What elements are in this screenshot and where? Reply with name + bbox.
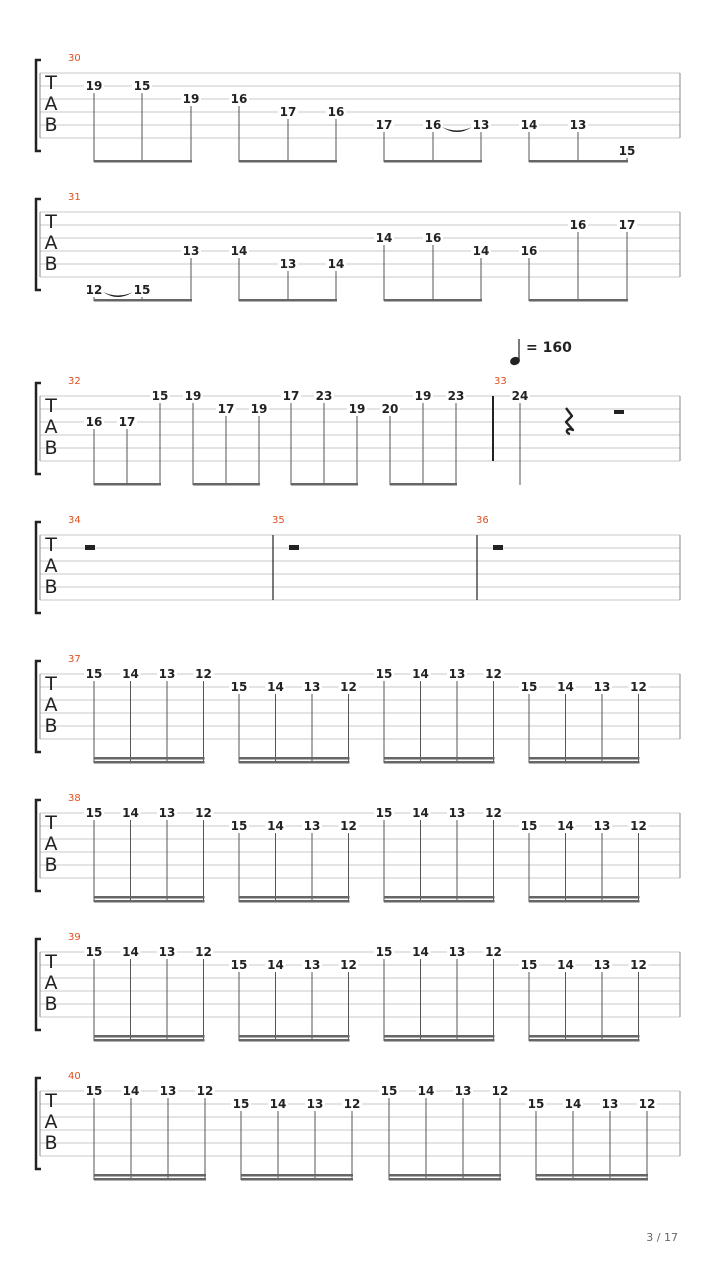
fret-number: 17	[217, 402, 235, 416]
fret-number: 13	[158, 945, 176, 959]
beam	[94, 1035, 205, 1038]
fret-number: 15	[85, 806, 103, 820]
fret-number: 16	[327, 105, 345, 119]
fret-number: 14	[564, 1097, 582, 1111]
page-number: 3 / 17	[646, 1231, 678, 1244]
fret-number: 15	[520, 819, 538, 833]
fret-number: 24	[511, 389, 529, 403]
fret-number: 15	[133, 79, 151, 93]
tab-clef-letter: A	[44, 555, 58, 577]
tab-clef-letter: T	[45, 211, 57, 233]
tab-clef-letter: T	[45, 1090, 57, 1112]
beam	[384, 299, 482, 302]
fret-number: 14	[267, 680, 284, 694]
fret-number: 12	[491, 1084, 509, 1098]
whole-rest-icon	[85, 545, 95, 550]
beam	[529, 896, 640, 899]
fret-number: 16	[230, 92, 248, 106]
tie-slur	[103, 292, 133, 297]
fret-number: 12	[630, 958, 647, 972]
fret-number: 12	[630, 680, 647, 694]
fret-number: 15	[520, 680, 538, 694]
measure-number: 38	[68, 793, 81, 804]
fret-number: 13	[159, 1084, 177, 1098]
fret-number: 12	[85, 283, 103, 297]
beam	[536, 1178, 648, 1181]
fret-number: 15	[375, 806, 393, 820]
tempo-marking: = 160	[526, 340, 572, 356]
beam	[384, 896, 495, 899]
tab-clef-letter: A	[44, 232, 58, 254]
fret-number: 15	[230, 680, 248, 694]
fret-number: 13	[601, 1097, 619, 1111]
fret-number: 14	[122, 1084, 140, 1098]
fret-number: 12	[343, 1097, 361, 1111]
tie-slur	[442, 127, 472, 132]
beam	[239, 761, 350, 764]
tab-clef-letter: A	[44, 93, 58, 115]
fret-number: 19	[348, 402, 366, 416]
fret-number: 14	[520, 118, 538, 132]
beam	[390, 483, 457, 486]
fret-number: 12	[630, 819, 647, 833]
beam	[384, 1035, 495, 1038]
tab-clef-letter: B	[44, 993, 58, 1015]
tab-clef-letter: T	[45, 951, 57, 973]
fret-number: 15	[133, 283, 151, 297]
beam	[239, 900, 350, 903]
beam	[94, 1174, 206, 1177]
tab-clef-letter: B	[44, 437, 58, 459]
beam	[529, 761, 640, 764]
fret-number: 13	[593, 680, 611, 694]
fret-number: 23	[447, 389, 465, 403]
fret-number: 12	[340, 819, 357, 833]
fret-number: 12	[485, 806, 502, 820]
fret-number: 19	[414, 389, 432, 403]
fret-number: 12	[340, 680, 357, 694]
fret-number: 15	[151, 389, 169, 403]
fret-number: 12	[195, 667, 212, 681]
measure-number: 34	[68, 515, 81, 526]
beam	[94, 1178, 206, 1181]
fret-number: 15	[375, 667, 393, 681]
fret-number: 12	[340, 958, 357, 972]
fret-number: 13	[569, 118, 587, 132]
fret-number: 17	[282, 389, 300, 403]
measure-number: 37	[68, 654, 81, 665]
tab-clef-letter: B	[44, 1132, 58, 1154]
fret-number: 13	[303, 958, 321, 972]
measure-number: 40	[68, 1071, 81, 1082]
fret-number: 12	[195, 806, 212, 820]
fret-number: 13	[158, 806, 176, 820]
fret-number: 19	[184, 389, 202, 403]
beam	[193, 483, 260, 486]
beam	[239, 757, 350, 760]
beam	[241, 1174, 353, 1177]
measure-number: 32	[68, 376, 81, 387]
fret-number: 15	[618, 144, 636, 158]
fret-number: 13	[472, 118, 490, 132]
fret-number: 14	[557, 958, 574, 972]
beam	[94, 1039, 205, 1042]
fret-number: 17	[375, 118, 393, 132]
half-rest-icon	[614, 410, 624, 414]
fret-number: 15	[375, 945, 393, 959]
fret-number: 14	[122, 806, 139, 820]
beam	[529, 299, 628, 302]
tab-clef-letter: A	[44, 833, 58, 855]
fret-number: 12	[485, 945, 502, 959]
fret-number: 12	[195, 945, 212, 959]
fret-number: 17	[118, 415, 136, 429]
fret-number: 14	[122, 667, 139, 681]
fret-number: 14	[557, 680, 574, 694]
fret-number: 17	[618, 218, 636, 232]
fret-number: 14	[267, 819, 284, 833]
tab-clef-letter: B	[44, 114, 58, 136]
fret-number: 16	[569, 218, 587, 232]
fret-number: 16	[424, 231, 442, 245]
tab-clef-letter: B	[44, 715, 58, 737]
tab-clef-letter: T	[45, 534, 57, 556]
fret-number: 13	[182, 244, 200, 258]
tab-clef-letter: T	[45, 395, 57, 417]
whole-rest-icon	[493, 545, 503, 550]
fret-number: 19	[250, 402, 268, 416]
fret-number: 14	[230, 244, 248, 258]
measure-number: 33	[494, 376, 507, 387]
tab-clef-letter: T	[45, 72, 57, 94]
beam	[94, 900, 205, 903]
fret-number: 14	[267, 958, 284, 972]
fret-number: 13	[593, 819, 611, 833]
beam	[529, 900, 640, 903]
beam	[384, 160, 482, 163]
fret-number: 23	[315, 389, 333, 403]
fret-number: 14	[327, 257, 345, 271]
beam	[384, 757, 495, 760]
fret-number: 15	[85, 945, 103, 959]
fret-number: 14	[412, 667, 429, 681]
fret-number: 13	[593, 958, 611, 972]
tab-clef-letter: A	[44, 694, 58, 716]
beam	[389, 1178, 501, 1181]
fret-number: 13	[158, 667, 176, 681]
beam	[389, 1174, 501, 1177]
fret-number: 14	[375, 231, 393, 245]
fret-number: 15	[230, 819, 248, 833]
fret-number: 15	[527, 1097, 545, 1111]
fret-number: 13	[279, 257, 297, 271]
beam	[94, 896, 205, 899]
beam	[529, 1035, 640, 1038]
fret-number: 13	[448, 667, 466, 681]
beam	[529, 757, 640, 760]
fret-number: 16	[85, 415, 103, 429]
fret-number: 12	[485, 667, 502, 681]
fret-number: 14	[472, 244, 490, 258]
fret-number: 15	[380, 1084, 398, 1098]
beam	[529, 1039, 640, 1042]
fret-number: 13	[448, 945, 466, 959]
fret-number: 13	[303, 680, 321, 694]
beam	[94, 160, 192, 163]
fret-number: 14	[557, 819, 574, 833]
tab-clef-letter: B	[44, 253, 58, 275]
tab-clef-letter: B	[44, 854, 58, 876]
fret-number: 14	[269, 1097, 287, 1111]
beam	[241, 1178, 353, 1181]
fret-number: 15	[85, 667, 103, 681]
beam	[384, 900, 495, 903]
tab-clef-letter: A	[44, 972, 58, 994]
fret-number: 15	[85, 1084, 103, 1098]
fret-number: 13	[306, 1097, 324, 1111]
beam	[94, 757, 205, 760]
beam	[384, 1039, 495, 1042]
beam	[94, 761, 205, 764]
fret-number: 13	[448, 806, 466, 820]
measure-number: 31	[68, 192, 81, 203]
fret-number: 13	[454, 1084, 472, 1098]
beam	[384, 761, 495, 764]
fret-number: 13	[303, 819, 321, 833]
fret-number: 19	[85, 79, 103, 93]
beam	[239, 896, 350, 899]
beam	[291, 483, 358, 486]
fret-number: 14	[122, 945, 139, 959]
tab-clef-letter: B	[44, 576, 58, 598]
measure-number: 36	[476, 515, 489, 526]
fret-number: 14	[412, 945, 429, 959]
fret-number: 12	[196, 1084, 214, 1098]
tab-clef-letter: A	[44, 1111, 58, 1133]
fret-number: 17	[279, 105, 297, 119]
fret-number: 15	[230, 958, 248, 972]
beam	[529, 160, 628, 163]
measure-number: 30	[68, 53, 81, 64]
fret-number: 15	[520, 958, 538, 972]
beam	[536, 1174, 648, 1177]
beam	[239, 1039, 350, 1042]
fret-number: 12	[638, 1097, 656, 1111]
whole-rest-icon	[289, 545, 299, 550]
fret-number: 16	[520, 244, 538, 258]
tab-clef-letter: A	[44, 416, 58, 438]
fret-number: 19	[182, 92, 200, 106]
beam	[239, 299, 337, 302]
fret-number: 20	[381, 402, 399, 416]
quarter-rest-icon	[566, 408, 573, 434]
beam	[94, 483, 161, 486]
tab-clef-letter: T	[45, 812, 57, 834]
beam	[239, 1035, 350, 1038]
beam	[239, 160, 337, 163]
fret-number: 16	[424, 118, 442, 132]
fret-number: 14	[412, 806, 429, 820]
fret-number: 15	[232, 1097, 250, 1111]
tab-clef-letter: T	[45, 673, 57, 695]
beam	[94, 299, 192, 302]
fret-number: 14	[417, 1084, 435, 1098]
measure-number: 35	[272, 515, 285, 526]
measure-number: 39	[68, 932, 81, 943]
